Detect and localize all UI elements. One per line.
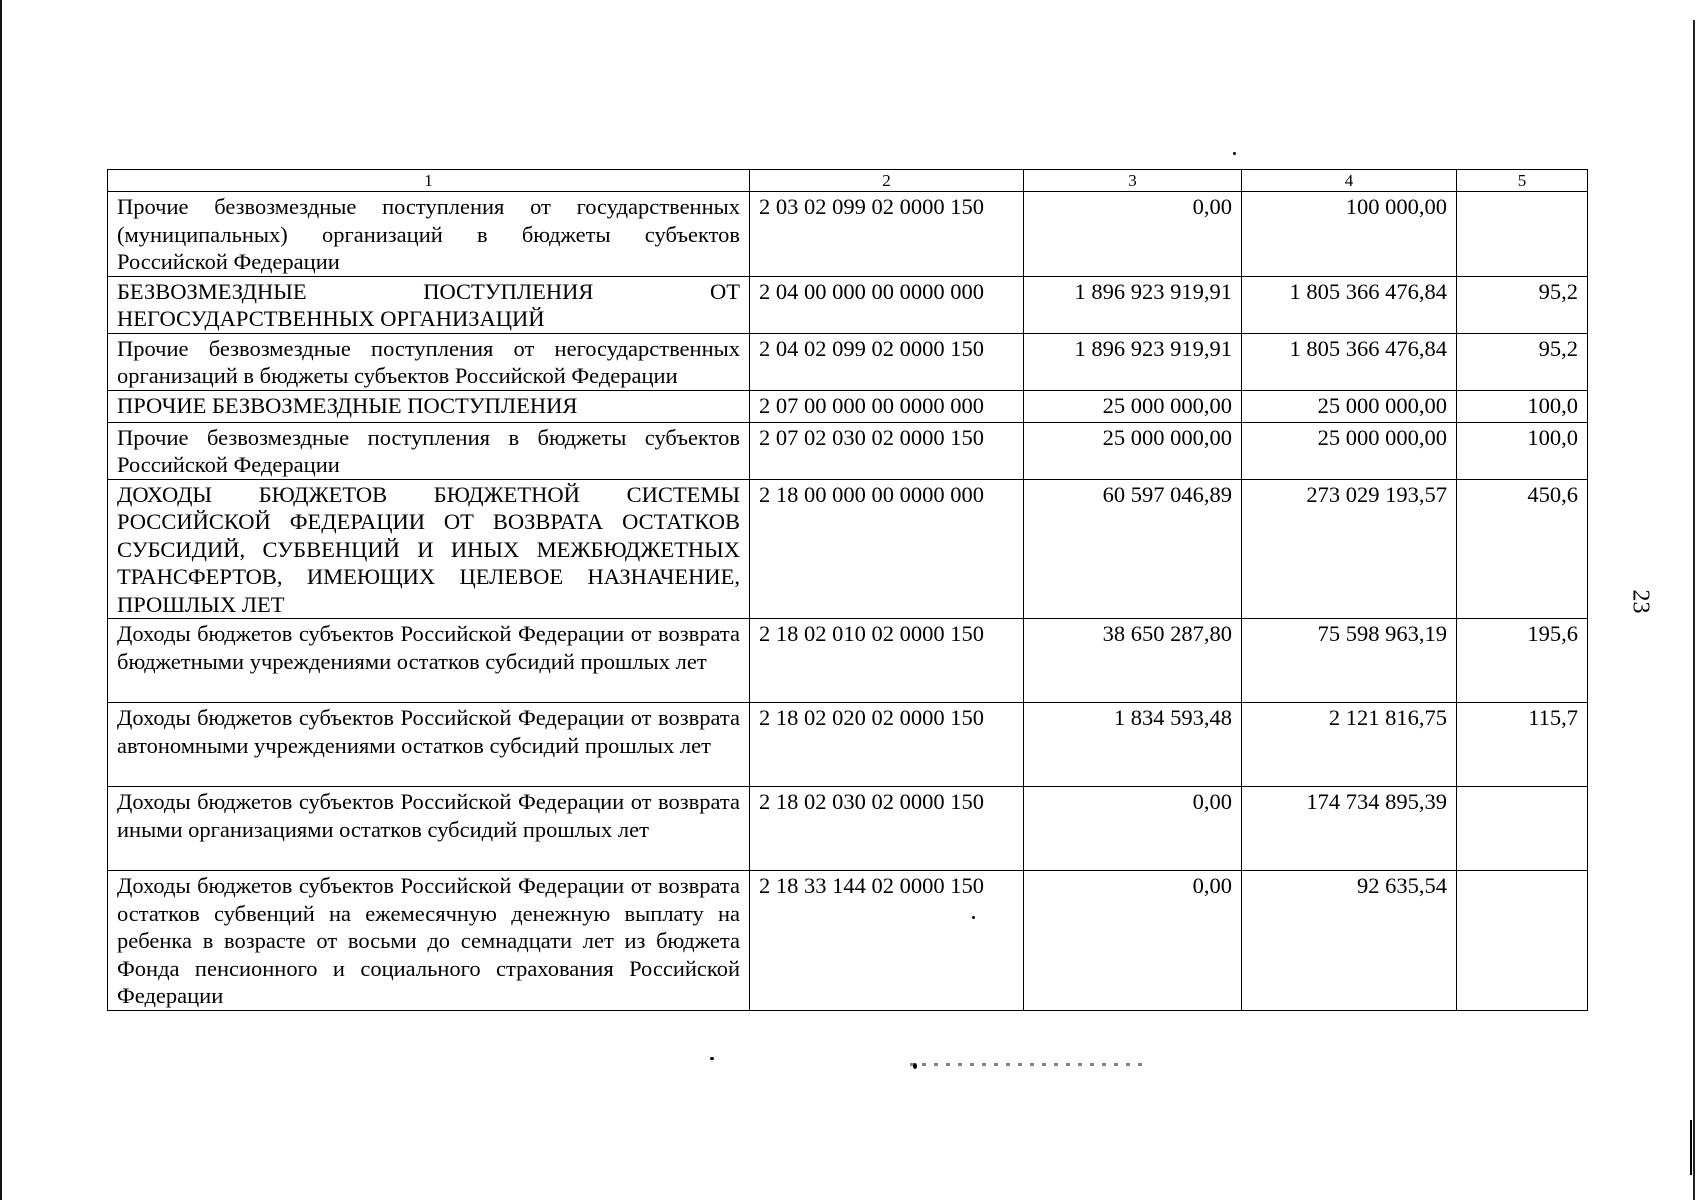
revenue-name: Прочие безвозмездные поступления в бюджеты субъектов Российской Федерации <box>108 422 750 479</box>
column-number: 4 <box>1242 170 1457 192</box>
page-number: 23 <box>1627 589 1654 614</box>
column-number: 2 <box>750 170 1024 192</box>
budget-code: 2 07 00 000 00 0000 000 <box>750 390 1024 422</box>
actual-amount: 1 805 366 476,84 <box>1242 333 1457 390</box>
planned-amount: 0,00 <box>1024 787 1242 871</box>
budget-code: 2 07 02 030 02 0000 150 <box>750 422 1024 479</box>
table-row <box>108 276 1588 333</box>
actual-amount: 2 121 816,75 <box>1242 703 1457 787</box>
actual-amount: 75 598 963,19 <box>1242 619 1457 703</box>
planned-amount: 1 896 923 919,91 <box>1024 276 1242 333</box>
actual-amount: 174 734 895,39 <box>1242 787 1457 871</box>
execution-percent: 115,7 <box>1457 703 1588 787</box>
table-row <box>108 422 1588 479</box>
planned-amount: 25 000 000,00 <box>1024 390 1242 422</box>
execution-percent: 450,6 <box>1457 479 1588 619</box>
table-row <box>108 390 1588 422</box>
scan-noise <box>910 1063 1150 1066</box>
table-body <box>108 170 1588 1011</box>
planned-amount: 25 000 000,00 <box>1024 422 1242 479</box>
execution-percent <box>1457 871 1588 1011</box>
actual-amount: 100 000,00 <box>1242 192 1457 277</box>
table-row <box>108 192 1588 277</box>
revenue-name: Прочие безвозмездные поступления от негосударственных организаций в бюджеты субъектов Российской Федерации <box>108 333 750 390</box>
execution-percent: 195,6 <box>1457 619 1588 703</box>
budget-code: 2 18 02 010 02 0000 150 <box>750 619 1024 703</box>
table-row <box>108 333 1588 390</box>
scan-mark <box>1690 1120 1692 1175</box>
budget-revenue-table <box>107 169 1588 1011</box>
planned-amount: 1 834 593,48 <box>1024 703 1242 787</box>
actual-amount: 273 029 193,57 <box>1242 479 1457 619</box>
scan-edge-left <box>0 0 2 1200</box>
revenue-name: Доходы бюджетов субъектов Российской Федерации от возврата автономными учреждениями остатков субсидий прошлых лет <box>108 703 750 787</box>
execution-percent: 100,0 <box>1457 390 1588 422</box>
revenue-name: БЕЗВОЗМЕЗДНЫЕ ПОСТУПЛЕНИЯ ОТ НЕГОСУДАРСТВЕННЫХ ОРГАНИЗАЦИЙ <box>108 276 750 333</box>
planned-amount: 0,00 <box>1024 192 1242 277</box>
budget-code: 2 18 02 030 02 0000 150 <box>750 787 1024 871</box>
execution-percent: 95,2 <box>1457 333 1588 390</box>
table-row <box>108 787 1588 871</box>
table-row <box>108 619 1588 703</box>
execution-percent: 95,2 <box>1457 276 1588 333</box>
scan-edge-right <box>1693 20 1695 1200</box>
actual-amount: 1 805 366 476,84 <box>1242 276 1457 333</box>
execution-percent <box>1457 192 1588 277</box>
revenue-name: Доходы бюджетов субъектов Российской Федерации от возврата бюджетными учреждениями остатков субсидий прошлых лет <box>108 619 750 703</box>
execution-percent <box>1457 787 1588 871</box>
column-number-row <box>108 170 1588 192</box>
planned-amount: 1 896 923 919,91 <box>1024 333 1242 390</box>
budget-code: 2 04 00 000 00 0000 000 <box>750 276 1024 333</box>
scan-speck <box>1233 152 1236 155</box>
budget-code: 2 18 33 144 02 0000 150 <box>750 871 1024 1011</box>
budget-code: 2 04 02 099 02 0000 150 <box>750 333 1024 390</box>
column-number: 1 <box>108 170 750 192</box>
budget-code: 2 03 02 099 02 0000 150 <box>750 192 1024 277</box>
table-row <box>108 871 1588 1011</box>
revenue-name: Доходы бюджетов субъектов Российской Федерации от возврата иными организациями остатков субсидий прошлых лет <box>108 787 750 871</box>
revenue-name: ДОХОДЫ БЮДЖЕТОВ БЮДЖЕТНОЙ СИСТЕМЫ РОССИЙСКОЙ ФЕДЕРАЦИИ ОТ ВОЗВРАТА ОСТАТКОВ СУБСИДИЙ, СУБВЕНЦИЙ И ИНЫХ МЕЖБЮДЖЕТНЫХ ТРАНСФЕРТОВ, ИМЕЮЩИХ ЦЕЛЕВОЕ НАЗНАЧЕНИЕ, ПРОШЛЫХ ЛЕТ <box>108 479 750 619</box>
table-row <box>108 479 1588 619</box>
column-number: 5 <box>1457 170 1588 192</box>
actual-amount: 25 000 000,00 <box>1242 390 1457 422</box>
budget-code: 2 18 00 000 00 0000 000 <box>750 479 1024 619</box>
scan-speck <box>972 916 975 919</box>
actual-amount: 92 635,54 <box>1242 871 1457 1011</box>
table-row <box>108 703 1588 787</box>
revenue-name: ПРОЧИЕ БЕЗВОЗМЕЗДНЫЕ ПОСТУПЛЕНИЯ <box>108 390 750 422</box>
execution-percent: 100,0 <box>1457 422 1588 479</box>
revenue-name: Доходы бюджетов субъектов Российской Федерации от возврата остатков субвенций на ежемесячную денежную выплату на ребенка в возрасте от восьми до семнадцати лет из бюджета Фонда пенсионного и социального страхования Российской Федерации <box>108 871 750 1011</box>
actual-amount: 25 000 000,00 <box>1242 422 1457 479</box>
planned-amount: 60 597 046,89 <box>1024 479 1242 619</box>
revenue-name: Прочие безвозмездные поступления от государственных (муниципальных) организаций в бюджеты субъектов Российской Федерации <box>108 192 750 277</box>
scan-speck <box>710 1057 714 1060</box>
column-number: 3 <box>1024 170 1242 192</box>
planned-amount: 38 650 287,80 <box>1024 619 1242 703</box>
budget-code: 2 18 02 020 02 0000 150 <box>750 703 1024 787</box>
planned-amount: 0,00 <box>1024 871 1242 1011</box>
